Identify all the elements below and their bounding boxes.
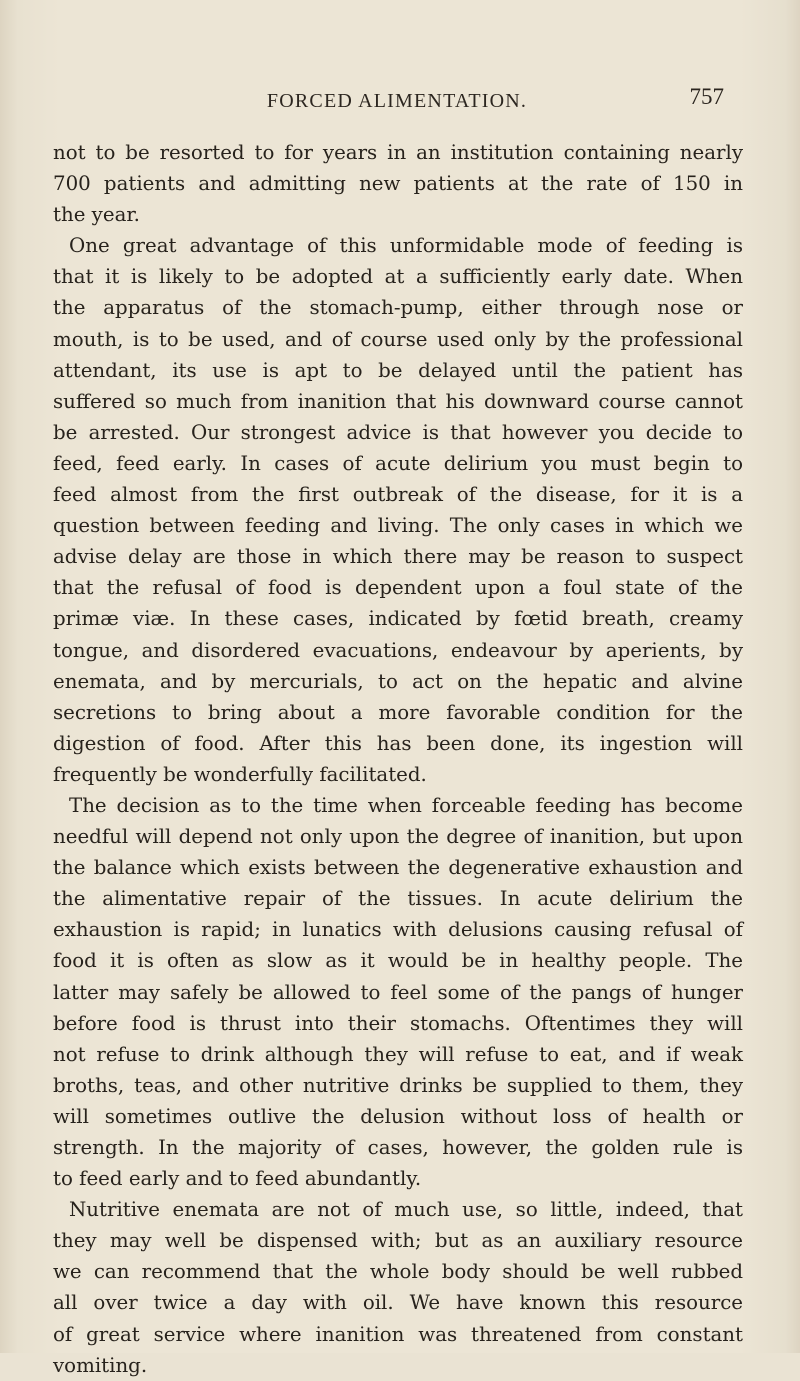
text-line: not to be resorted to for years in an institution containing nearly [53,141,743,164]
text-line: question between feeding and living. The only cases in which we [53,514,743,538]
text-line: before food is thrust into their stomachs. Oftentimes they will [53,1011,743,1035]
text-line: be arrested. Our strongest advice is that however you decide to [53,420,743,444]
text-line: that the refusal of food is dependent upon a foul state of the [53,576,743,600]
body-text [53,137,743,1381]
page-header [70,84,724,120]
text-line: tongue, and disordered evacuations, endeavour by aperients, by [53,638,743,662]
text-line: The decision as to the time when forceable feeding has become [69,793,743,817]
text-line: needful will depend not only upon the degree of inanition, but upon [53,825,743,849]
text-line: Nutritive enemata are not of much use, so little, indeed, that [69,1198,743,1222]
running-title: FORCED ALIMENTATION. [266,90,528,112]
text-line: broths, teas, and other nutritive drinks be supplied to them, they [53,1073,743,1097]
text-line: digestion of food. After this has been done, its ingestion will [53,731,743,755]
text-line: that it is likely to be adopted at a sufficiently early date. When [53,265,743,289]
text-line: secretions to bring about a more favorable condition for the [53,700,743,724]
text-line: strength. In the majority of cases, however, the golden rule is [53,1136,743,1159]
text-line: feed, feed early. In cases of acute delirium you must begin to [53,451,743,475]
text-line: feed almost from the first outbreak of the disease, for it is a [53,483,743,507]
text-line: frequently be wonderfully facilitated. [53,762,427,786]
text-line: attendant, its use is apt to be delayed until the patient has [53,358,743,382]
text-line: of great service where inanition was threatened from constant [53,1322,743,1346]
page-number: 757 [689,84,724,109]
text-line: advise delay are those in which there may be reason to suspect [53,545,743,569]
text-line: latter may safely be allowed to feel some of the pangs of hunger [53,980,743,1004]
text-line: they may well be dispensed with; but as an auxiliary resource [53,1229,743,1253]
text-line: One great advantage of this unformidable mode of feeding is [69,234,743,258]
text-line: the alimentative repair of the tissues. In acute delirium the [53,887,743,911]
text-line: enemata, and by mercurials, to act on the hepatic and alvine [53,669,743,693]
text-line: vomiting. [53,1353,148,1377]
text-line: food it is often as slow as it would be in healthy people. The [53,949,743,973]
text-line: the apparatus of the stomach-pump, either through nose or [53,296,743,320]
text-line: exhaustion is rapid; in lunatics with delusions causing refusal of [53,918,743,942]
text-line: not refuse to drink although they will refuse to eat, and if weak [53,1042,743,1066]
text-line: 700 patients and admitting new patients at the rate of 150 in [53,172,743,196]
text-line: the balance which exists between the degenerative exhaustion and [53,856,743,880]
text-line: the year. [53,203,140,227]
text-line: we can recommend that the whole body should be well rubbed [53,1260,743,1284]
text-line: will sometimes outlive the delusion without loss of health or [53,1104,743,1128]
text-line: primæ viæ. In these cases, indicated by fœtid breath, creamy [53,607,743,631]
text-line: to feed early and to feed abundantly. [53,1167,422,1191]
text-line: mouth, is to be used, and of course used only by the professional [53,327,743,351]
text-line: all over twice a day with oil. We have known this resource [53,1291,743,1315]
text-line: suffered so much from inanition that his downward course cannot [53,389,743,413]
